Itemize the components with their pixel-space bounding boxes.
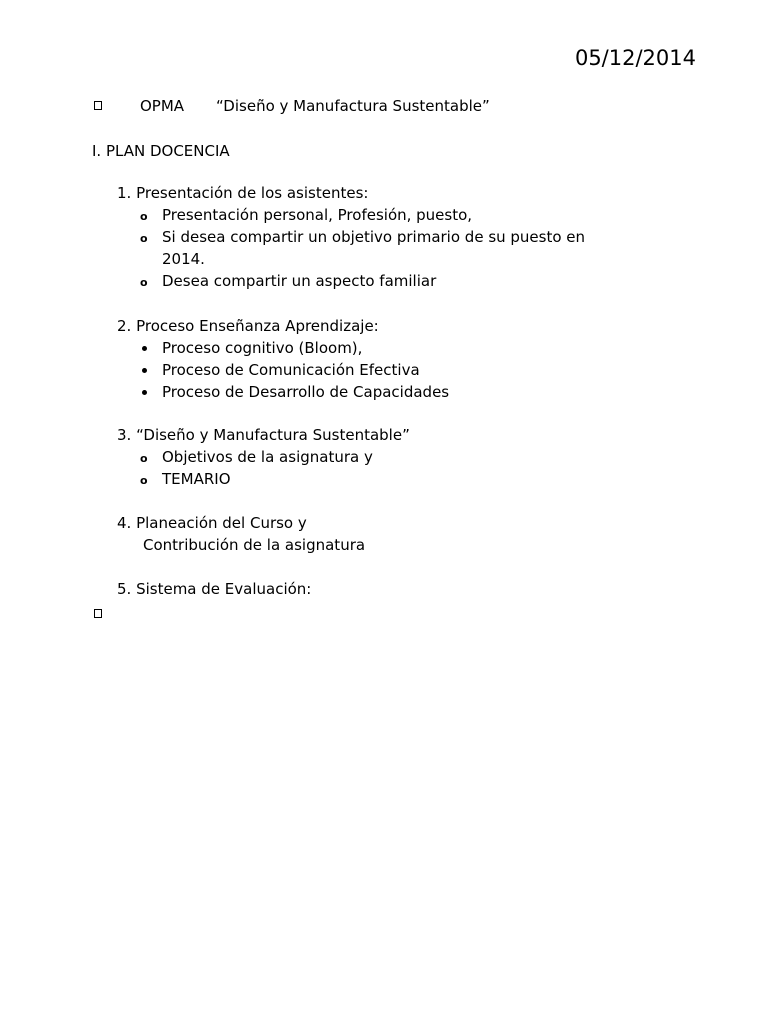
circle-bullet-icon: o bbox=[140, 210, 148, 223]
list-subitem: Proceso de Comunicación Efectiva bbox=[162, 361, 420, 379]
checkbox-symbol-icon bbox=[94, 609, 102, 618]
dot-bullet-icon bbox=[142, 390, 147, 395]
org-name: OPMA bbox=[140, 97, 185, 115]
dot-bullet-icon bbox=[142, 368, 147, 373]
checkbox-symbol-icon bbox=[94, 101, 102, 110]
list-subitem: Si desea compartir un objetivo primario de su puesto en bbox=[162, 228, 586, 246]
list-subitem: Proceso cognitivo (Bloom), bbox=[162, 339, 363, 357]
dot-bullet-icon bbox=[142, 346, 147, 351]
list-item-3: 3. “Diseño y Manufactura Sustentable” bbox=[117, 426, 410, 444]
list-item-4-continuation: Contribución de la asignatura bbox=[143, 536, 366, 554]
circle-bullet-icon: o bbox=[140, 276, 148, 289]
list-item-2: 2. Proceso Enseñanza Aprendizaje: bbox=[117, 317, 379, 335]
section-heading: I. PLAN DOCENCIA bbox=[92, 142, 230, 160]
course-title: “Diseño y Manufactura Sustentable” bbox=[216, 97, 490, 115]
list-subitem-continuation: 2014. bbox=[162, 250, 205, 268]
list-subitem: Desea compartir un aspecto familiar bbox=[162, 272, 437, 290]
list-item-1: 1. Presentación de los asistentes: bbox=[117, 184, 369, 202]
list-subitem: Objetivos de la asignatura y bbox=[162, 448, 373, 466]
list-subitem: TEMARIO bbox=[162, 470, 231, 488]
circle-bullet-icon: o bbox=[140, 452, 148, 465]
list-subitem: Proceso de Desarrollo de Capacidades bbox=[162, 383, 450, 401]
circle-bullet-icon: o bbox=[140, 474, 148, 487]
document-date: 05/12/2014 bbox=[574, 46, 696, 70]
list-subitem: Presentación personal, Profesión, puesto, bbox=[162, 206, 473, 224]
list-item-5: 5. Sistema de Evaluación: bbox=[117, 580, 312, 598]
circle-bullet-icon: o bbox=[140, 232, 148, 245]
list-item-4: 4. Planeación del Curso y bbox=[117, 514, 307, 532]
